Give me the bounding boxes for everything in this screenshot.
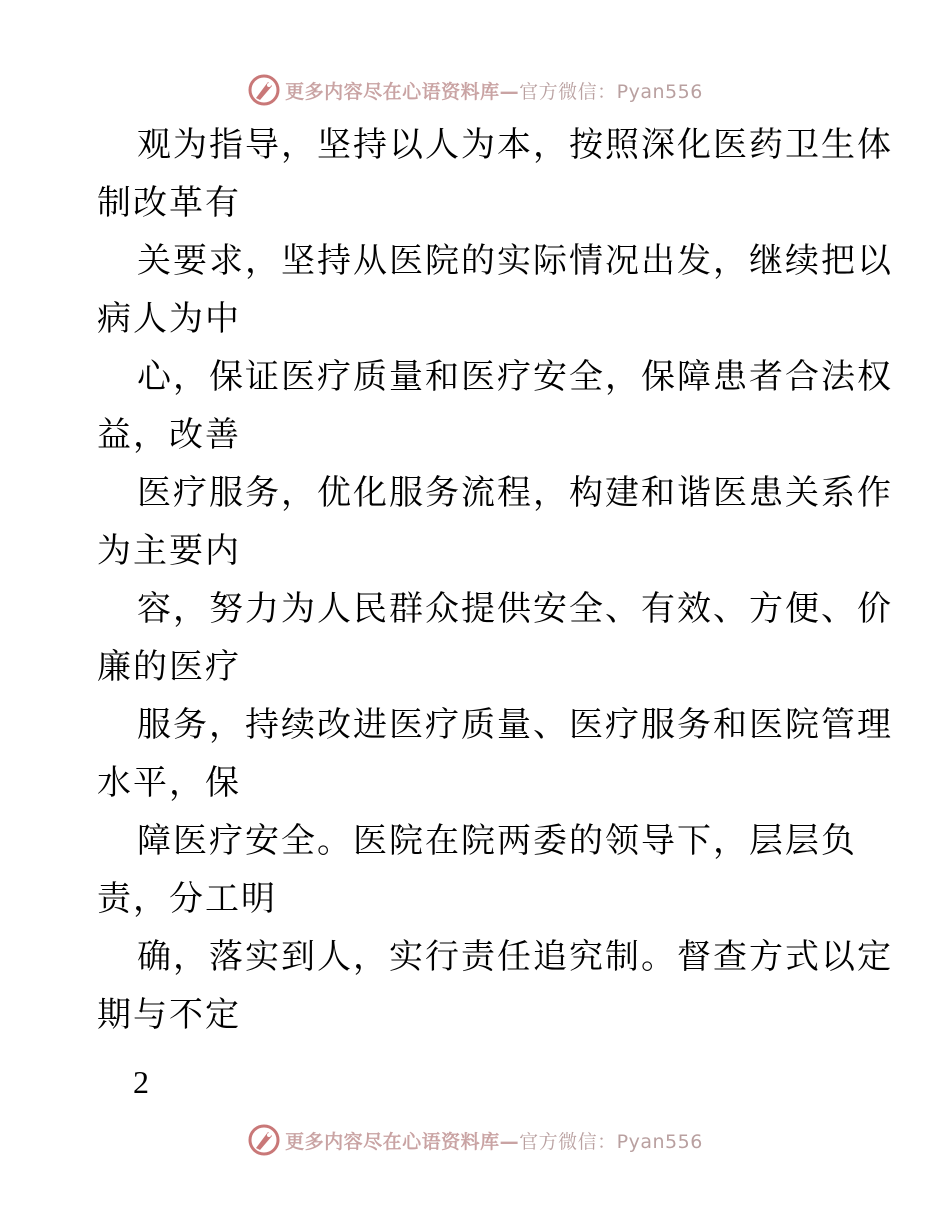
body-line: 制改革有	[97, 183, 241, 223]
page-number: 2	[133, 1064, 149, 1100]
body-line: 服务，持续改进医疗质量、医疗服务和医院管理	[137, 705, 893, 745]
body-line: 医疗服务，优化服务流程，构建和谐医患关系作	[137, 473, 893, 513]
watermark-text	[285, 77, 703, 104]
body-line: 廉的医疗	[97, 647, 241, 687]
body-line: 障医疗安全。医院在院两委的领导下，层层负	[137, 821, 857, 861]
header-watermark	[0, 70, 950, 110]
watermark-dash: —	[499, 80, 520, 103]
body-line: 期与不定	[97, 995, 241, 1035]
pen-logo-icon	[247, 73, 281, 107]
body-line: 心，保证医疗质量和医疗安全，保障患者合法权	[137, 357, 893, 397]
body-line: 容，努力为人民群众提供安全、有效、方便、价	[137, 589, 893, 629]
watermark-wechat: 官方微信：Pyan556	[519, 1130, 703, 1153]
watermark-wechat: 官方微信：Pyan556	[519, 80, 703, 103]
body-line: 病人为中	[97, 299, 241, 339]
watermark-site: 更多内容尽在心语资料库	[285, 80, 500, 103]
body-line: 关要求，坚持从医院的实际情况出发，继续把以	[137, 241, 893, 281]
body-line: 水平，保	[97, 763, 241, 803]
body-line: 确，落实到人，实行责任追究制。督查方式以定	[137, 937, 893, 977]
document-body	[97, 116, 893, 1044]
watermark-text	[285, 1127, 703, 1154]
body-line: 观为指导，坚持以人为本，按照深化医药卫生体	[137, 125, 893, 165]
footer-watermark	[0, 1120, 950, 1160]
body-line: 为主要内	[97, 531, 241, 571]
body-line: 责，分工明	[97, 879, 277, 919]
pen-logo-icon	[247, 1123, 281, 1157]
body-line: 益，改善	[97, 415, 241, 455]
watermark-dash: —	[499, 1130, 520, 1153]
watermark-site: 更多内容尽在心语资料库	[285, 1130, 500, 1153]
